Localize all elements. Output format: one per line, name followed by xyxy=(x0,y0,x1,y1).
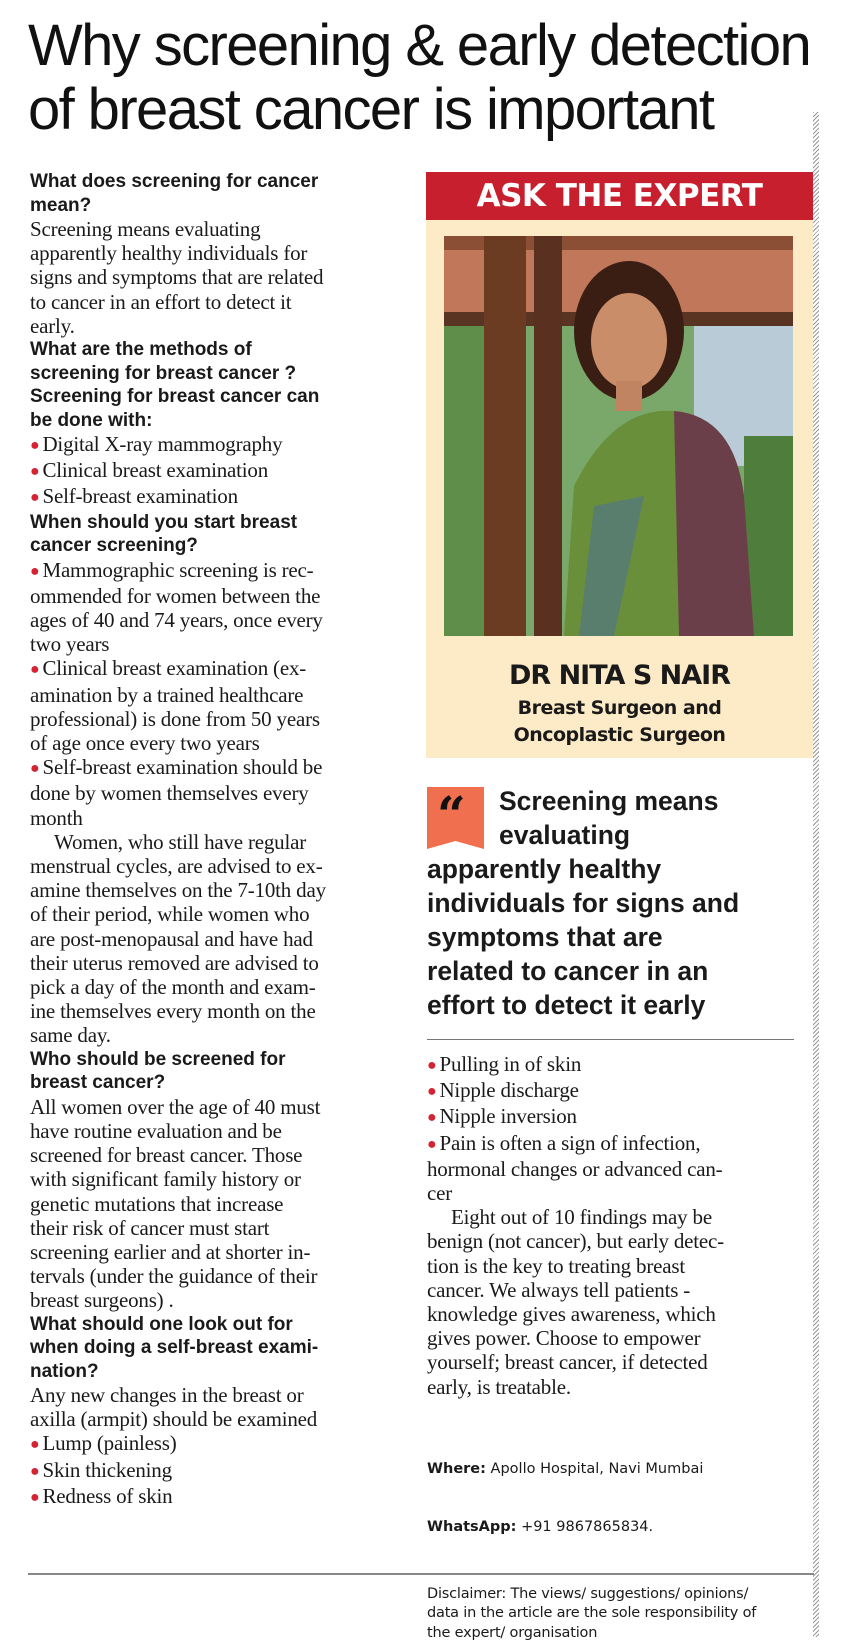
bullet-dot-icon: ● xyxy=(30,760,40,778)
contact-info xyxy=(427,1421,811,1577)
where-label: Where: xyxy=(427,1460,486,1477)
bullet-item: ● Self-breast examination xyxy=(30,484,238,509)
bullet-dot-icon: ● xyxy=(30,1462,40,1480)
right-flow xyxy=(427,784,811,1643)
bullet-dot-icon: ● xyxy=(427,1083,437,1101)
question-heading: Who should be screened for breast cancer? xyxy=(30,1048,286,1094)
bullet-item: ● Redness of skin xyxy=(30,1483,173,1508)
pull-quote-text xyxy=(427,784,811,1022)
bullet-item: ● Skin thickening xyxy=(30,1457,172,1482)
bullet-item: ● Clinical breast examination xyxy=(30,458,268,483)
column-divider xyxy=(813,112,819,1637)
bottom-rule xyxy=(28,1573,814,1575)
section-divider xyxy=(427,1039,794,1040)
paragraph: Screening means evaluating apparently healthy individuals for signs and symptoms that are related to cancer in an effort to detect it early. xyxy=(30,217,324,338)
expert-role: Breast Surgeon and Oncoplastic Surgeon xyxy=(513,697,726,746)
bullet-dot-icon: ● xyxy=(30,437,40,455)
whatsapp-label: WhatsApp: xyxy=(427,1519,517,1536)
question-heading: When should you start breast cancer screening? xyxy=(30,511,298,557)
bullet-dot-icon: ● xyxy=(30,463,40,481)
svg-text:“: “ xyxy=(437,787,466,844)
paragraph: Women, who still have regular menstrual cycles, are advised to ex- amine themselves on the 7-10th day of their period, while women who are post-menopausal and have had their uterus removed are advised to pick a day of the month and exam- ine themselves every month on the same day. xyxy=(30,829,326,1048)
bullet-item: ● Pulling in of skin xyxy=(427,1052,582,1076)
paragraph: All women over the age of 40 must have routine evaluation and be screened for breast cancer. Those with significant family history or genetic mutations that increase their risk of cancer must start screening earlier and at shorter in- tervals (under the guidance of their breast surgeons) . xyxy=(30,1094,321,1313)
bullet-item: ● Lump (painless) xyxy=(30,1431,177,1456)
left-column xyxy=(30,170,406,1510)
pull-quote-line: related to cancer in an xyxy=(427,956,709,986)
disclaimer: Disclaimer: The views/ suggestions/ opinions/ data in the article are the sole responsibility of the expert/ organisation xyxy=(427,1585,757,1641)
bullet-dot-icon: ● xyxy=(427,1109,437,1127)
pull-quote-line: apparently healthy xyxy=(427,854,662,884)
pull-quote-line: Screening means xyxy=(499,786,719,816)
pull-quote-line: individuals for signs and xyxy=(427,888,740,918)
bullet-dot-icon: ● xyxy=(30,1488,40,1506)
bullet-item: ● Self-breast examination should be done by women themselves every month xyxy=(30,755,323,830)
question-heading: What does screening for cancer mean? xyxy=(30,171,319,216)
bullet-item: ● Pain is often a sign of infection, hormonal changes or advanced can- cer xyxy=(427,1130,723,1206)
whatsapp-value: +91 9867865834. xyxy=(521,1519,654,1536)
pull-quote-line: evaluating xyxy=(499,820,631,850)
bullet-dot-icon: ● xyxy=(427,1057,437,1074)
quote-mark-icon xyxy=(427,787,484,849)
ask-the-expert-banner: ASK THE EXPERT xyxy=(426,172,813,220)
expert-box xyxy=(426,220,813,758)
bullet-item: ● Digital X-ray mammography xyxy=(30,432,283,457)
expert-photo xyxy=(444,236,793,636)
bullet-item: ● Mammographic screening is rec- ommended for women between the ages of 40 and 74 years, once every two years xyxy=(30,557,323,657)
right-column xyxy=(427,1052,811,1399)
bullet-item: ● Clinical breast examination (ex- amination by a trained healthcare professional) is done from 50 years of age once every two years xyxy=(30,656,320,756)
where-value: Apollo Hospital, Navi Mumbai xyxy=(490,1460,704,1477)
headline: Why screening & early detection of breast cancer is important xyxy=(28,13,811,142)
question-heading: What should one look out for when doing a self-breast exami- nation? xyxy=(30,1313,319,1382)
bullet-dot-icon: ● xyxy=(30,1436,40,1454)
bullet-item: ● Nipple discharge xyxy=(427,1078,579,1103)
bullet-dot-icon: ● xyxy=(30,562,40,580)
expert-name: DR NITA S NAIR xyxy=(508,660,731,691)
pull-quote-line: effort to detect it early xyxy=(427,990,706,1020)
pull-quote-line: symptoms that are xyxy=(427,922,663,952)
paragraph: Any new changes in the breast or axilla (armpit) should be examined xyxy=(30,1383,318,1432)
paragraph: Eight out of 10 findings may be benign (not cancer), but early detec- tion is the key to treating breast cancer. We always tell patients - knowledge gives awareness, which gives power. Choose to empower yourself; breast cancer, if detected early, is treatable. xyxy=(427,1205,724,1399)
bullet-item: ● Nipple inversion xyxy=(427,1104,577,1129)
bullet-dot-icon: ● xyxy=(30,489,40,507)
question-heading: What are the methods of screening for breast cancer ? Screening for breast cancer can be done with: xyxy=(30,339,320,431)
bullet-dot-icon: ● xyxy=(427,1135,437,1153)
pull-quote xyxy=(427,784,811,1022)
bullet-dot-icon: ● xyxy=(30,661,40,679)
